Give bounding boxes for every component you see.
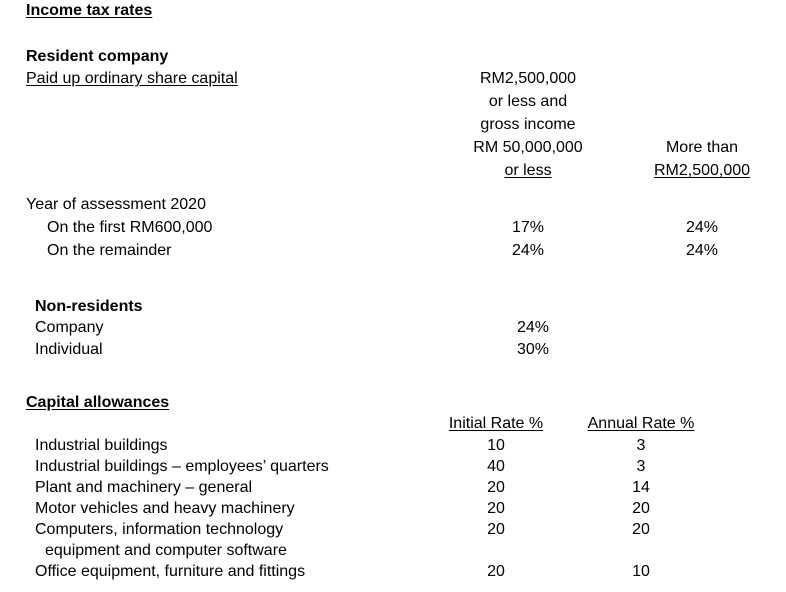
annual-rate: 10	[632, 563, 650, 580]
annual-rate: 3	[636, 437, 646, 454]
row-col1: 17%	[511, 219, 545, 236]
col1-header-line: or less and	[488, 93, 568, 110]
annual-rate: 20	[632, 500, 650, 517]
col1-header-line: or less	[504, 162, 552, 179]
row-label: Individual	[35, 341, 103, 358]
row-label: Industrial buildings	[35, 437, 168, 454]
row-label: Computers, information technology	[35, 521, 284, 538]
initial-rate: 20	[487, 521, 505, 538]
initial-rate: 40	[487, 458, 505, 475]
row-col2: 24%	[685, 242, 719, 259]
capital-heading: Capital allowances	[26, 394, 170, 411]
row-label: On the remainder	[47, 242, 172, 259]
initial-rate: 10	[487, 437, 505, 454]
nonresidents-heading: Non-residents	[35, 298, 143, 315]
row-label: Motor vehicles and heavy machinery	[35, 500, 295, 517]
annual-rate: 20	[632, 521, 650, 538]
row-label: Industrial buildings – employees’ quarters	[35, 458, 329, 475]
initial-rate: 20	[487, 479, 505, 496]
resident-subheading: Paid up ordinary share capital	[26, 70, 238, 87]
row-rate: 30%	[516, 341, 550, 358]
annual-rate-header: Annual Rate %	[587, 415, 695, 432]
initial-rate: 20	[487, 563, 505, 580]
row-col1: 24%	[511, 242, 545, 259]
annual-rate: 3	[636, 458, 646, 475]
row-col2: 24%	[685, 219, 719, 236]
row-label: Company	[35, 319, 104, 336]
col1-header-line: RM2,500,000	[479, 70, 577, 87]
row-rate: 24%	[516, 319, 550, 336]
row-label: Plant and machinery – general	[35, 479, 253, 496]
col1-header-line: gross income	[480, 116, 576, 133]
col1-header-line: RM 50,000,000	[473, 139, 583, 156]
resident-heading: Resident company	[26, 48, 169, 65]
annual-rate: 14	[632, 479, 650, 496]
initial-rate-header: Initial Rate %	[448, 415, 544, 432]
col2-header-line: RM2,500,000	[653, 162, 751, 179]
row-label-continued: equipment and computer software	[45, 542, 287, 559]
row-label: On the first RM600,000	[47, 219, 213, 236]
row-label: Office equipment, furniture and fittings	[35, 563, 306, 580]
year-of-assessment: Year of assessment 2020	[26, 196, 206, 213]
page-title: Income tax rates	[26, 2, 153, 19]
col2-header-line: More than	[665, 139, 739, 156]
initial-rate: 20	[487, 500, 505, 517]
